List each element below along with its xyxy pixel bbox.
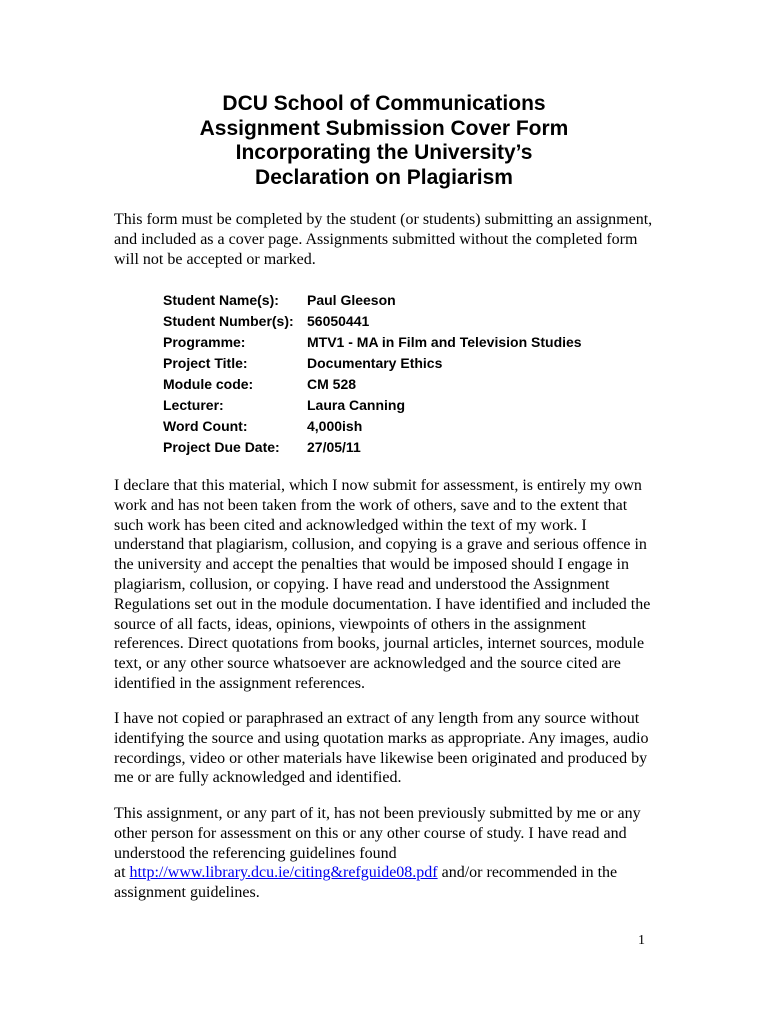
detail-row-lecturer bbox=[163, 395, 582, 416]
final-text-at: at bbox=[114, 864, 130, 882]
detail-label: Module code: bbox=[163, 376, 254, 392]
declaration-paragraph-3 bbox=[114, 804, 654, 903]
detail-label: Student Name(s): bbox=[163, 292, 279, 308]
title-line-1: DCU School of Communications bbox=[222, 92, 546, 115]
detail-value: Laura Canning bbox=[307, 397, 406, 413]
detail-label: Student Number(s): bbox=[163, 313, 294, 329]
detail-label: Lecturer: bbox=[163, 397, 224, 413]
final-text-before: This assignment, or any part of it, has not been previously submitted by me or any other person for assessment on this or any other course of study. I have read and understood the referencing guidelines found bbox=[114, 805, 641, 862]
detail-row-student-number bbox=[163, 311, 582, 332]
detail-row-word-count bbox=[163, 416, 582, 437]
declaration-paragraph-1: I declare that this material, which I now submit for assessment, is entirely my own work and has not been taken from the work of others, save and to the extent that such work has been cited and acknowledged within the text of my work. I understand that plagiarism, collusion, and copying is a grave and serious offence in the university and accept the penalties that would be imposed should I engage in plagiarism, collusion, or copying. I have read and understood the Assignment Regulations set out in the module documentation. I have identified and included the source of all facts, ideas, opinions, viewpoints of others in the assignment references. Direct quotations from books, journal articles, internet sources, module text, or any other source whatsoever are acknowledged and the source cited are identified in the assignment references. bbox=[114, 477, 651, 692]
title-line-4: Declaration on Plagiarism bbox=[255, 165, 513, 189]
intro-paragraph: This form must be completed by the student (or students) submitting an assignment, and included as a cover page. Assignments submitted without the completed form will not be accepted or marked. bbox=[114, 211, 653, 268]
title-line-2: Assignment Submission Cover Form bbox=[199, 116, 569, 140]
document-title bbox=[114, 92, 654, 190]
detail-label: Programme: bbox=[163, 334, 246, 350]
detail-row-project-title bbox=[163, 353, 582, 374]
detail-value: Documentary Ethics bbox=[307, 355, 443, 371]
detail-label: Word Count: bbox=[163, 418, 248, 434]
title-line-3: Incorporating the University’s bbox=[235, 141, 533, 164]
detail-label: Project Title: bbox=[163, 355, 248, 371]
referencing-guide-link[interactable]: http://www.library.dcu.ie/citing&refguide08.pdf bbox=[129, 864, 438, 882]
detail-value: 4,000ish bbox=[307, 418, 363, 434]
detail-row-student-name bbox=[163, 290, 582, 311]
detail-label: Project Due Date: bbox=[163, 439, 280, 455]
page-number: 1 bbox=[638, 933, 645, 948]
student-details bbox=[163, 290, 582, 458]
detail-row-programme bbox=[163, 332, 582, 353]
detail-value: 56050441 bbox=[307, 313, 370, 329]
declaration-paragraph-2: I have not copied or paraphrased an extract of any length from any source without identifying the source and using quotation marks as appropriate. Any images, audio recordings, video or other materials have likewise been originated and produced by me or are fully acknowledged and identified. bbox=[114, 710, 649, 787]
final-text-after: and/or recommended in the assignment guidelines. bbox=[114, 864, 618, 902]
detail-row-module-code bbox=[163, 374, 582, 395]
detail-value: CM 528 bbox=[307, 376, 357, 392]
detail-row-due-date bbox=[163, 437, 582, 458]
detail-value: 27/05/11 bbox=[307, 439, 361, 455]
detail-value: Paul Gleeson bbox=[307, 292, 396, 308]
detail-value: MTV1 - MA in Film and Television Studies bbox=[307, 334, 582, 350]
